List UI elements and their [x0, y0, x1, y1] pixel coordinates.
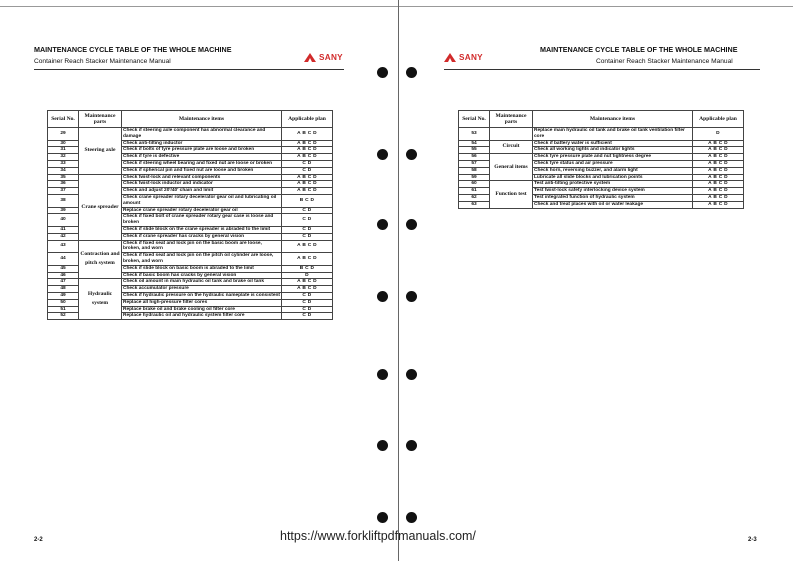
maintenance-item: Check twist-lock and relevant components [122, 174, 282, 181]
binder-hole [377, 219, 388, 230]
page-title: MAINTENANCE CYCLE TABLE OF THE WHOLE MACHINE [540, 45, 738, 54]
binder-hole [406, 219, 417, 230]
serial-no: 38 [48, 194, 79, 207]
applicable-plan: A B C D [282, 147, 333, 154]
page-fold [398, 0, 399, 561]
maintenance-item: Check if fixed bolt of crane spreader rotary gear case is loose and broken [122, 214, 282, 227]
maintenance-table-left [47, 110, 333, 320]
maintenance-item: Check if tyre is defective [122, 154, 282, 161]
maintenance-item: Test anti-tilting protective system [533, 181, 693, 188]
maintenance-item: Check crane spreader rotary decelerator gear oil and lubricating oil amount [122, 194, 282, 207]
applicable-plan: C D [282, 306, 333, 313]
top-border [0, 6, 398, 7]
applicable-plan: A B C D [693, 174, 744, 181]
serial-no: 36 [48, 181, 79, 188]
binder-hole [377, 149, 388, 160]
maintenance-item: Replace crane spreader rotary decelerator gear oil [122, 207, 282, 214]
serial-no: 34 [48, 167, 79, 174]
page-subtitle: Container Reach Stacker Maintenance Manual [34, 58, 171, 65]
col-plan: Applicable plan [282, 111, 333, 128]
table-row [48, 279, 333, 286]
binder-hole [406, 512, 417, 523]
maintenance-item: Check and adjust 20'/40' chain and limit [122, 188, 282, 195]
sany-logo [304, 53, 343, 62]
serial-no: 39 [48, 207, 79, 214]
page-subtitle: Container Reach Stacker Maintenance Manual [596, 58, 733, 65]
applicable-plan: A B C D [282, 253, 333, 266]
sany-logo-icon [444, 53, 456, 62]
serial-no: 57 [459, 160, 490, 167]
serial-no: 40 [48, 214, 79, 227]
maintenance-item: Check if steering wheel bearing and fixed nut are loose or broken [122, 160, 282, 167]
serial-no: 59 [459, 174, 490, 181]
applicable-plan: A B C D [693, 201, 744, 208]
brand-name: SANY [459, 53, 483, 62]
serial-no: 55 [459, 147, 490, 154]
maintenance-item: Replace main hydraulic oil tank and brake oil tank ventilation filter core [533, 128, 693, 141]
maintenance-item: Check and treat places with oil or water leakage [533, 201, 693, 208]
page-number: 2-3 [748, 537, 757, 543]
maintenance-item: Check if slide block on the crane spreader is abraded to the limit [122, 226, 282, 233]
applicable-plan: C D [282, 167, 333, 174]
applicable-plan: D [693, 128, 744, 141]
serial-no: 61 [459, 188, 490, 195]
binder-hole [406, 369, 417, 380]
maintenance-item: Check tyre pressure plate and nut tightness degree [533, 154, 693, 161]
table-row [459, 154, 744, 161]
serial-no: 49 [48, 292, 79, 299]
applicable-plan: A B C D [282, 181, 333, 188]
maintenance-item: Check if spherical pin and fixed nut are loose and broken [122, 167, 282, 174]
applicable-plan: C D [282, 292, 333, 299]
serial-no: 60 [459, 181, 490, 188]
serial-no: 30 [48, 140, 79, 147]
applicable-plan: A B C D [693, 188, 744, 195]
serial-no: 56 [459, 154, 490, 161]
applicable-plan: C D [282, 160, 333, 167]
maintenance-item: Check if fixed seat and lock pin on the pitch oil cylinder are loose, broken, and worn [122, 253, 282, 266]
maintenance-item: Lubricate all slide blocks and lubrication points [533, 174, 693, 181]
binder-hole [377, 369, 388, 380]
binder-hole [377, 291, 388, 302]
serial-no: 58 [459, 167, 490, 174]
applicable-plan: A B C D [282, 279, 333, 286]
maintenance-part: Steering axle [79, 128, 122, 175]
table-row [459, 140, 744, 147]
applicable-plan: A B C D [693, 194, 744, 201]
serial-no: 29 [48, 128, 79, 141]
serial-no: 44 [48, 253, 79, 266]
header-rule [34, 69, 344, 70]
maintenance-item: Check if slide block on basic boom is abraded to the limit [122, 265, 282, 272]
applicable-plan: A B C D [693, 181, 744, 188]
applicable-plan: A B C D [693, 160, 744, 167]
maintenance-part: Function test [490, 181, 533, 208]
maintenance-item: Test integrated function of hydraulic system [533, 194, 693, 201]
serial-no: 32 [48, 154, 79, 161]
applicable-plan: A B C D [282, 188, 333, 195]
applicable-plan: C D [282, 214, 333, 227]
applicable-plan: B C D [282, 265, 333, 272]
serial-no: 43 [48, 240, 79, 253]
page-title: MAINTENANCE CYCLE TABLE OF THE WHOLE MACHINE [34, 45, 232, 54]
serial-no: 42 [48, 233, 79, 240]
serial-no: 54 [459, 140, 490, 147]
binder-hole [377, 440, 388, 451]
maintenance-item: Check if basic boom has cracks by general vision [122, 272, 282, 279]
maintenance-part: General items [490, 154, 533, 181]
applicable-plan: D [282, 272, 333, 279]
maintenance-item: Check if crane spreader has cracks by general vision [122, 233, 282, 240]
maintenance-item: Check if bolts of tyre pressure plate are loose and broken [122, 147, 282, 154]
maintenance-item: Check if battery water is sufficient [533, 140, 693, 147]
maintenance-table-right [458, 110, 744, 209]
table-row [48, 128, 333, 141]
applicable-plan: A B C D [693, 147, 744, 154]
applicable-plan: A B C D [282, 240, 333, 253]
maintenance-part: Contraction and pitch system [79, 240, 122, 279]
maintenance-item: Check oil amount in main hydraulic oil tank and brake oil tank [122, 279, 282, 286]
maintenance-item: Check tyre status and air pressure [533, 160, 693, 167]
maintenance-item: Check if steering axle component has abnormal clearance and damage [122, 128, 282, 141]
serial-no: 35 [48, 174, 79, 181]
page-number: 2-2 [34, 537, 43, 543]
table-row [48, 174, 333, 181]
maintenance-item: Test twist-lock safety interlocking device system [533, 188, 693, 195]
top-border [399, 6, 793, 7]
maintenance-item: Replace brake oil and brake cooling oil filter core [122, 306, 282, 313]
serial-no: 37 [48, 188, 79, 195]
applicable-plan: B C D [282, 194, 333, 207]
maintenance-part [490, 128, 533, 141]
serial-no: 62 [459, 194, 490, 201]
serial-no: 51 [48, 306, 79, 313]
table-row [48, 240, 333, 253]
binder-hole [377, 67, 388, 78]
maintenance-item: Check if fixed seat and lock pin on the basic boom are loose, broken, and worn [122, 240, 282, 253]
serial-no: 63 [459, 201, 490, 208]
applicable-plan: A B C D [693, 140, 744, 147]
serial-no: 31 [48, 147, 79, 154]
maintenance-item: Replace all high-pressure filter cores [122, 299, 282, 306]
serial-no: 45 [48, 265, 79, 272]
maintenance-item: Check horn, reversing buzzer, and alarm light [533, 167, 693, 174]
applicable-plan: A B C D [693, 167, 744, 174]
serial-no: 53 [459, 128, 490, 141]
serial-no: 41 [48, 226, 79, 233]
applicable-plan: C D [282, 233, 333, 240]
maintenance-item: Check accumulator pressure [122, 286, 282, 293]
source-url[interactable]: https://www.forkliftpdfmanuals.com/ [280, 529, 476, 543]
serial-no: 50 [48, 299, 79, 306]
col-parts: Maintenance parts [79, 111, 122, 128]
maintenance-item: Replace hydraulic oil and hydraulic system filter core [122, 313, 282, 320]
maintenance-part: Crane spreader [79, 174, 122, 240]
header-rule [444, 69, 760, 70]
serial-no: 46 [48, 272, 79, 279]
sany-logo [444, 53, 483, 62]
applicable-plan: C D [282, 226, 333, 233]
brand-name: SANY [319, 53, 343, 62]
serial-no: 48 [48, 286, 79, 293]
col-serial: Serial No. [459, 111, 490, 128]
applicable-plan: C D [282, 299, 333, 306]
col-items: Maintenance items [533, 111, 693, 128]
sany-logo-icon [304, 53, 316, 62]
col-serial: Serial No. [48, 111, 79, 128]
applicable-plan: A B C D [282, 140, 333, 147]
serial-no: 47 [48, 279, 79, 286]
applicable-plan: C D [282, 313, 333, 320]
serial-no: 33 [48, 160, 79, 167]
maintenance-item: Check twist-lock inductor and indicator [122, 181, 282, 188]
maintenance-part: Circuit [490, 140, 533, 154]
applicable-plan: A B C D [282, 154, 333, 161]
binder-hole [406, 440, 417, 451]
binder-hole [377, 512, 388, 523]
applicable-plan: A B C D [282, 174, 333, 181]
applicable-plan: A B C D [693, 154, 744, 161]
applicable-plan: A B C D [282, 286, 333, 293]
maintenance-part: Hydraulic system [79, 279, 122, 320]
col-parts: Maintenance parts [490, 111, 533, 128]
applicable-plan: A B C D [282, 128, 333, 141]
col-plan: Applicable plan [693, 111, 744, 128]
binder-hole [406, 291, 417, 302]
maintenance-item: Check if hydraulic pressure on the hydraulic nameplate is consistent [123, 292, 281, 298]
binder-hole [406, 67, 417, 78]
binder-hole [406, 149, 417, 160]
table-row [459, 181, 744, 188]
maintenance-item: Check anti-tilting inductor [122, 140, 282, 147]
applicable-plan: C D [282, 207, 333, 214]
serial-no: 52 [48, 313, 79, 320]
col-items: Maintenance items [122, 111, 282, 128]
table-row [459, 128, 744, 141]
maintenance-item: Check all working lights and indicator lights [533, 147, 693, 154]
